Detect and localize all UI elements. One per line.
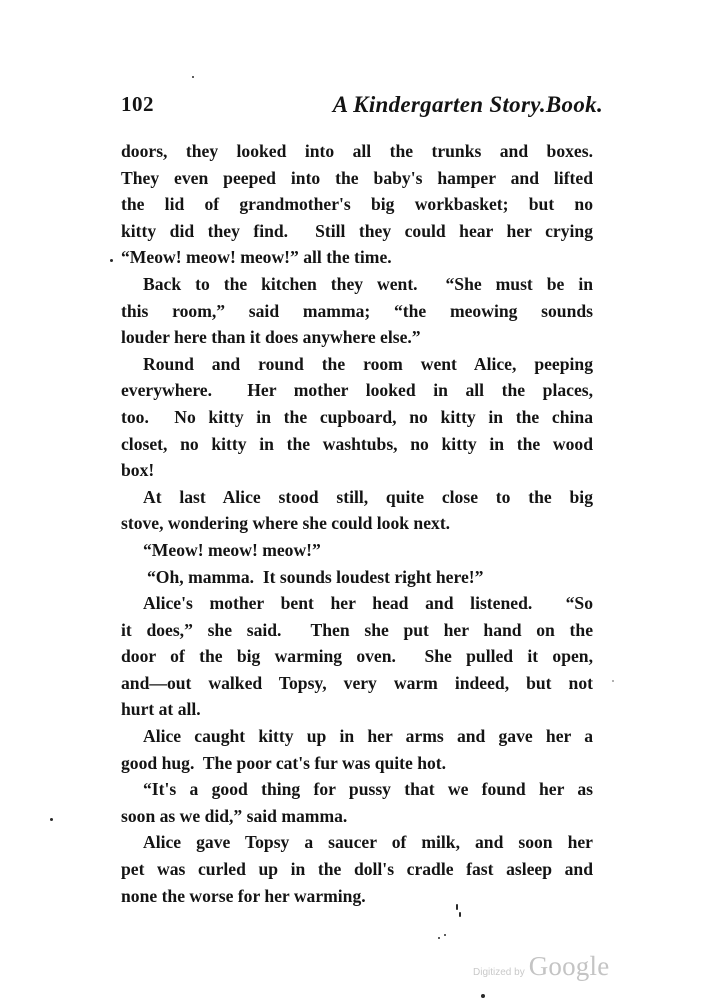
page-header — [121, 92, 603, 124]
google-logo: Google — [528, 951, 610, 981]
text-line: and—out walked Topsy, very warm indeed, but not — [121, 672, 593, 693]
text-line: door of the big warming oven. She pulled it open, — [121, 646, 593, 667]
text-line: everywhere. Her mother looked in all the places, — [121, 380, 593, 401]
digitized-by-label: Digitized by — [473, 967, 525, 978]
running-title: A Kindergarten Story.Book. — [332, 92, 603, 117]
text-line: kitty did they find. Still they could hear her crying — [121, 220, 593, 241]
text-line: Alice gave Topsy a saucer of milk, and soon her — [143, 832, 593, 853]
scan-speck — [459, 912, 461, 917]
text-line: “It's a good thing for pussy that we found her as — [143, 779, 593, 800]
digitized-by-google-watermark — [473, 951, 609, 982]
text-line: it does,” she said. Then she put her hand on the — [121, 619, 593, 640]
page-number: 102 — [121, 92, 154, 116]
text-line: too. No kitty in the cupboard, no kitty in the china — [121, 406, 593, 427]
scan-speck — [612, 680, 614, 682]
text-line: They even peeped into the baby's hamper and lifted — [121, 167, 593, 188]
text-line: soon as we did,” said mamma. — [121, 805, 348, 826]
scan-speck — [50, 818, 53, 821]
text-line: good hug. The poor cat's fur was quite hot. — [121, 752, 447, 773]
text-line: “Meow! meow! meow!” all the time. — [121, 247, 392, 268]
scan-speck — [444, 934, 446, 936]
text-line: Round and round the room went Alice, peeping — [143, 353, 593, 374]
text-line: “Meow! meow! meow!” — [143, 539, 321, 560]
text-line: Alice caught kitty up in her arms and gave her a — [143, 726, 593, 747]
scan-speck — [456, 904, 458, 910]
text-line: none the worse for her warming. — [121, 885, 366, 906]
text-line: Back to the kitchen they went. “She must be in — [143, 273, 593, 294]
text-line: doors, they looked into all the trunks and boxes. — [121, 141, 593, 161]
body-text — [121, 138, 593, 909]
text-line: the lid of grandmother's big workbasket; but no — [121, 194, 593, 215]
scan-speck — [192, 76, 194, 78]
text-line: hurt at all. — [121, 699, 201, 720]
scan-speck — [438, 937, 440, 939]
text-line: At last Alice stood still, quite close to the big — [143, 486, 593, 507]
scan-speck — [110, 259, 113, 262]
text-line: box! — [121, 460, 155, 481]
text-line: this room,” said mamma; “the meowing sounds — [121, 300, 593, 321]
text-line: louder here than it does anywhere else.” — [121, 327, 421, 348]
scan-speck — [481, 994, 485, 998]
text-line: “Oh, mamma. It sounds loudest right here!” — [147, 566, 484, 587]
text-line: pet was curled up in the doll's cradle fast asleep and — [121, 859, 593, 880]
text-line: closet, no kitty in the washtubs, no kitty in the wood — [121, 433, 593, 454]
text-line: Alice's mother bent her head and listened. “So — [143, 593, 593, 614]
text-line: stove, wondering where she could look next. — [121, 513, 451, 534]
